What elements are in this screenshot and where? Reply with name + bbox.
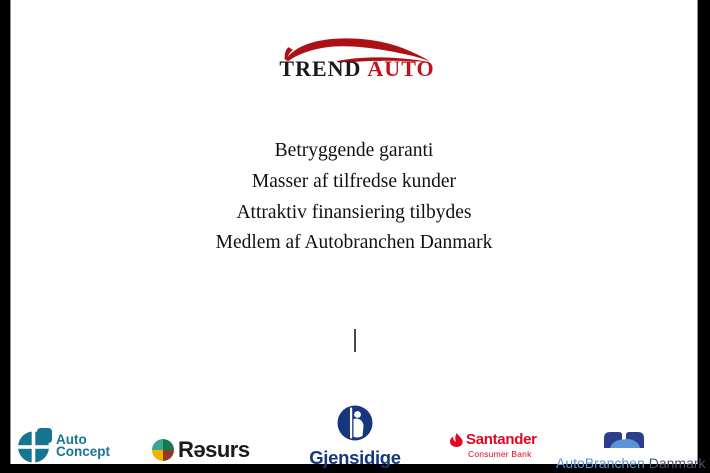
brand-name-auto: AUTO bbox=[367, 56, 435, 81]
santander-label: Santander bbox=[466, 431, 537, 448]
tagline-line-3: Attraktiv finansiering tilbydes bbox=[236, 201, 472, 223]
santander-sublabel: Consumer Bank bbox=[468, 449, 532, 459]
letterbox-right bbox=[697, 0, 710, 473]
brand-name-trend: TREND bbox=[279, 56, 362, 81]
partner-santander[interactable] bbox=[449, 431, 539, 459]
autobranchen-label bbox=[556, 455, 706, 471]
resurs-icon bbox=[152, 439, 174, 461]
tagline-line-4: Medlem af Autobranchen Danmark bbox=[215, 232, 493, 254]
santander-flame-icon bbox=[449, 433, 464, 447]
brand-name bbox=[277, 56, 437, 81]
tagline-block bbox=[11, 136, 697, 259]
partner-gjensidige[interactable] bbox=[303, 405, 407, 469]
text-caret bbox=[354, 329, 356, 352]
autobranchen-label-primary: AutoBranchen bbox=[556, 455, 645, 471]
autobranchen-car-icon bbox=[603, 429, 645, 449]
partner-resurs[interactable] bbox=[152, 437, 250, 463]
autoconcept-icon bbox=[17, 428, 53, 464]
resurs-label: Rəsurs bbox=[178, 437, 250, 462]
autobranchen-label-secondary: Danmark bbox=[648, 455, 706, 471]
partner-autoconcept[interactable] bbox=[17, 428, 110, 464]
partner-autobranchen[interactable] bbox=[556, 429, 706, 471]
gjensidige-watchman-icon bbox=[337, 405, 373, 441]
trend-auto-logo[interactable] bbox=[277, 36, 437, 79]
letterbox-left bbox=[0, 0, 11, 473]
gjensidige-label: Gjensidige bbox=[309, 447, 401, 468]
tagline-line-2: Masser af tilfredse kunder bbox=[251, 170, 457, 192]
autoconcept-label: Auto Concept bbox=[56, 431, 110, 459]
tagline-line-1: Betryggende garanti bbox=[274, 140, 434, 161]
